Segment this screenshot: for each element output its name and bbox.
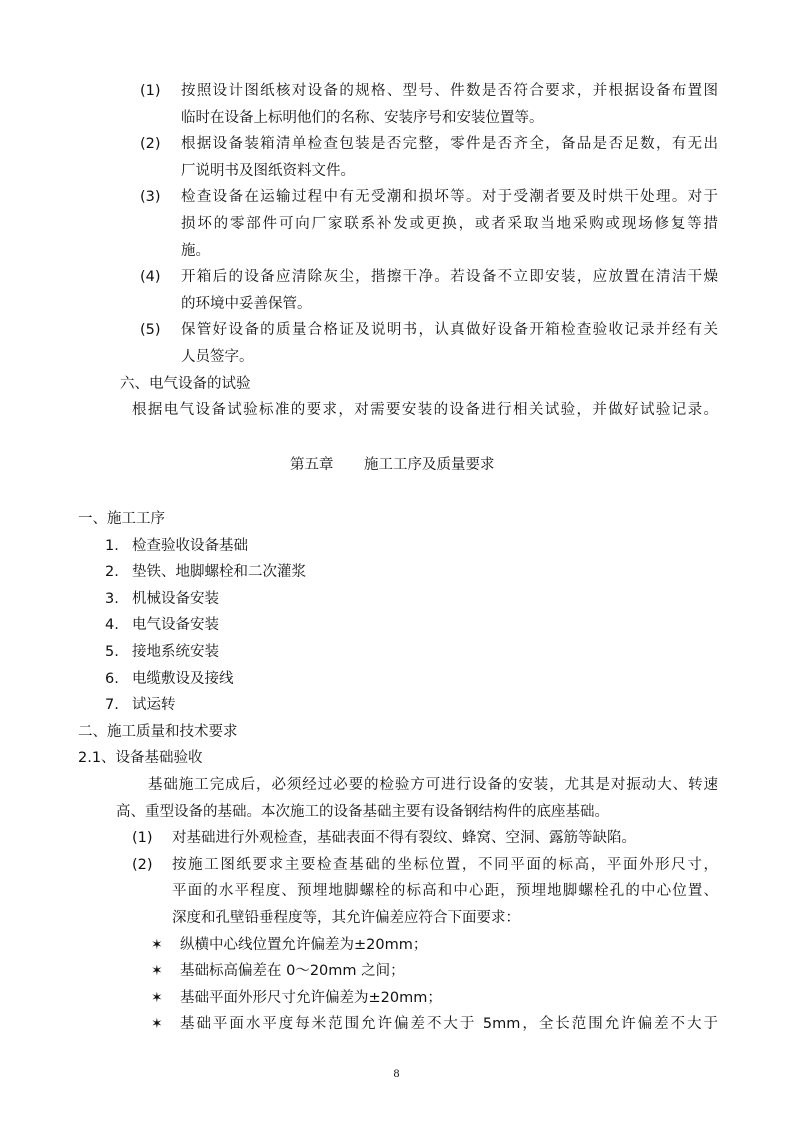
list-item-text: 检查设备在运输过程中有无受潮和损坏等。对于受潮者要及时烘干处理。对于	[181, 189, 718, 206]
list-item-text: 电缆敷设及接线	[132, 670, 234, 687]
list-number: 5.	[105, 644, 119, 660]
list-item-text: 保管好设备的质量合格证及说明书，认真做好设备开箱检查验收记录并经有关	[181, 322, 718, 339]
section-heading: 一、施工工序	[78, 511, 165, 527]
list-item-text: 按施工图纸要求主要检查基础的坐标位置，不同平面的标高，平面外形尺寸，	[172, 856, 718, 873]
paragraph: 基础施工完成后，必须经过必要的检验方可进行设备的安装，尤其是对振动大、转速	[148, 777, 718, 793]
list-item-text: 深度和孔壁铅垂程度等，其允许偏差应符合下面要求：	[172, 910, 520, 926]
list-number: 2.	[105, 564, 119, 581]
list-number: 4.	[105, 617, 119, 634]
list-item-text: 根据设备装箱清单检查包装是否完整，零件是否齐全，备品是否足数，有无出	[181, 136, 718, 153]
list-item-text: 检查验收设备基础	[132, 537, 248, 554]
list-number: (3)	[140, 189, 161, 206]
page-number: 8	[393, 1066, 400, 1080]
chapter-title: 施工工序及质量要求	[364, 457, 495, 473]
bullet-text: 基础平面外形尺寸允许偏差为±20mm；	[180, 989, 442, 1006]
list-item-text: 施。	[181, 242, 210, 259]
sub-heading: 2.1、设备基础验收	[78, 750, 203, 767]
list-number: (2)	[140, 136, 161, 153]
list-item-text: 人员签字。	[181, 349, 254, 365]
list-item-text: 的环境中妥善保管。	[181, 295, 312, 312]
bullet-text: 基础标高偏差在 0～20mm 之间；	[180, 963, 405, 980]
list-number: (1)	[140, 83, 161, 99]
list-number: (1)	[132, 830, 153, 847]
bullet-star-icon: ✶	[151, 963, 163, 980]
list-number: (4)	[140, 269, 161, 286]
list-item-text: 厂说明书及图纸资料文件。	[181, 162, 355, 179]
list-item-text: 临时在设备上标明他们的名称、安装序号和安装位置等。	[181, 109, 544, 126]
bullet-star-icon: ✶	[151, 936, 163, 953]
section-heading: 二、施工质量和技术要求	[78, 723, 238, 740]
paragraph: 高、重型设备的基础。本次施工的设备基础主要有设备钢结构件的底座基础。	[116, 803, 609, 820]
list-number: 1.	[105, 537, 119, 554]
list-item-text: 机械设备安装	[132, 590, 219, 607]
chapter-number: 第五章	[290, 457, 334, 473]
list-number: 7.	[105, 697, 119, 714]
list-number: (2)	[132, 856, 153, 873]
list-item-text: 按照设计图纸核对设备的规格、型号、件数是否符合要求，并根据设备布置图	[181, 83, 718, 99]
list-number: (5)	[140, 322, 161, 339]
list-item-text: 垫铁、地脚螺栓和二次灌浆	[132, 564, 306, 581]
list-item-text: 损坏的零部件可向厂家联系补发或更换，或者采取当地采购或现场修复等措	[181, 216, 718, 232]
bullet-text: 纵横中心线位置允许偏差为±20mm；	[180, 936, 428, 953]
list-item-text: 试运转	[132, 697, 176, 714]
list-item-text: 接地系统安装	[132, 644, 219, 660]
list-item-text: 电气设备安装	[132, 617, 219, 634]
list-number: 3.	[105, 590, 119, 607]
bullet-star-icon: ✶	[151, 989, 163, 1006]
bullet-star-icon: ✶	[151, 1016, 163, 1033]
list-item-text: 平面的水平程度、预埋地脚螺栓的标高和中心距，预埋地脚螺栓孔的中心位置、	[172, 883, 718, 900]
paragraph: 根据电气设备试验标准的要求，对需要安装的设备进行相关试验，并做好试验记录。	[132, 402, 718, 419]
list-item-text: 对基础进行外观检查，基础表面不得有裂纹、蜂窝、空洞、露筋等缺陷。	[172, 830, 636, 847]
list-number: 6.	[105, 670, 119, 687]
bullet-text: 基础平面水平度每米范围允许偏差不大于 5mm，全长范围允许偏差不大于	[180, 1016, 718, 1033]
section-heading: 六、电气设备的试验	[120, 375, 251, 392]
list-item-text: 开箱后的设备应清除灰尘，揩擦干净。若设备不立即安装，应放置在清洁干燥	[181, 269, 718, 286]
